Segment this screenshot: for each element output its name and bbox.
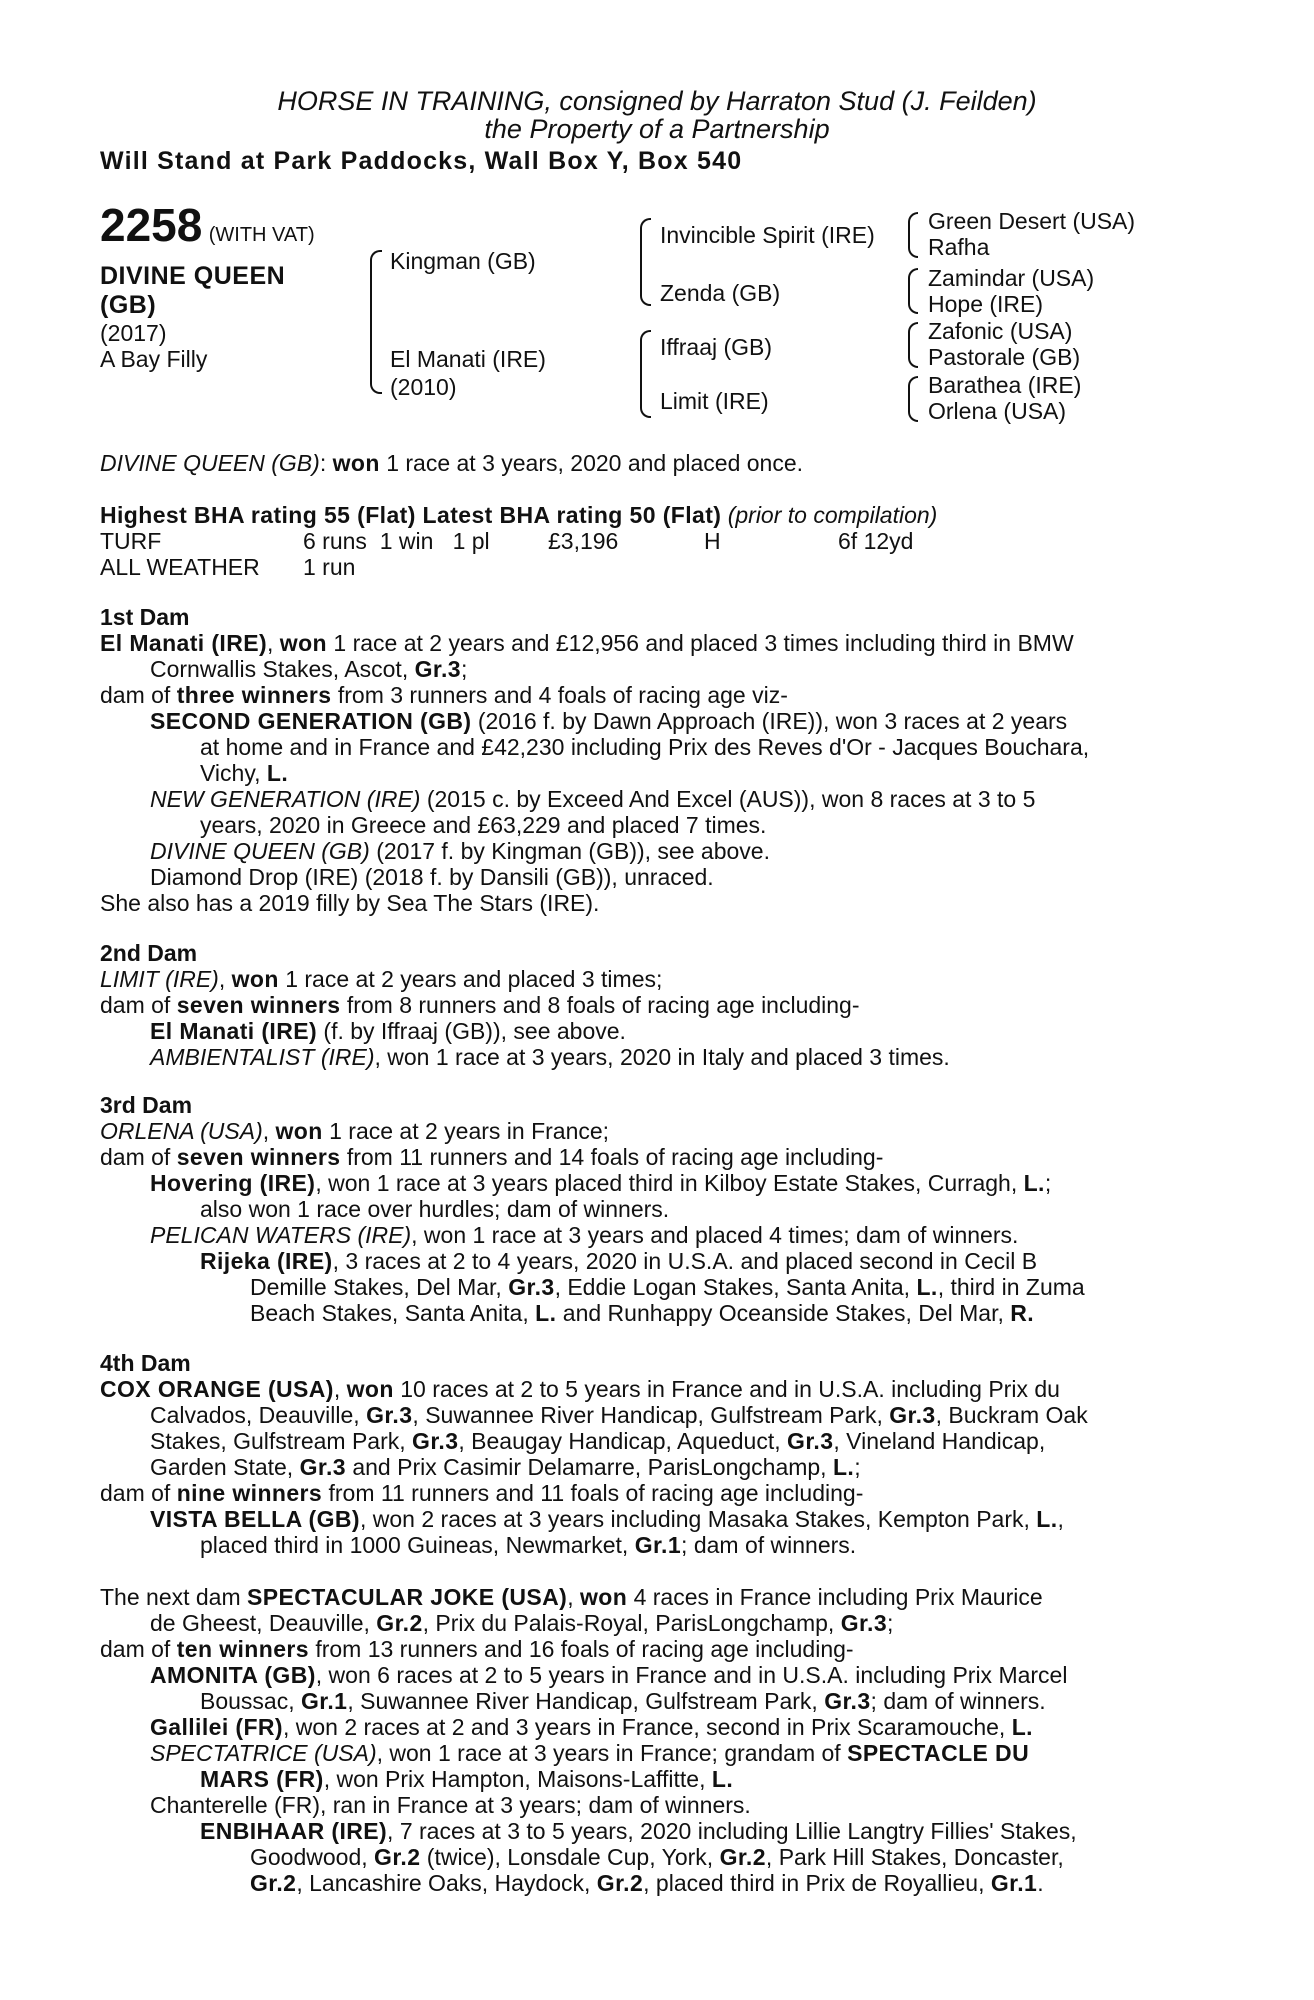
text-dam1-foals: from 3 runners and 4 foals of racing age viz-	[337, 682, 788, 708]
text-dam3-foals: from 11 runners and 14 foals of racing age including-	[346, 1144, 884, 1170]
text-dam4-t2a: Calvados, Deauville,	[150, 1402, 360, 1428]
text-summary-text: 1 race at 3 years, 2020 and placed once.	[386, 450, 804, 476]
text-dam4-t2c: , Buckram Oak	[935, 1402, 1088, 1428]
text-dam2-p2-a: , won 1 race at 3 years, 2020 in Italy and placed 3 times.	[374, 1044, 950, 1070]
text-dam1-p2-name: NEW GENERATION (IRE)	[150, 786, 421, 812]
text-line: The next dam SPECTACULAR JOKE (USA), won 4 races in France including Prix Maurice	[100, 1584, 1043, 1610]
text-dam1-text1a: 1 race at 2 years and £12,956 and placed 3 times including third in BMW	[333, 630, 1074, 656]
pedigree-ssd: Rafha	[928, 234, 990, 260]
text-next-p5-a: , 7 races at 3 to 5 years, 2020 including Lillie Langtry Fillies' Stakes,	[387, 1818, 1077, 1844]
text-next-gr1: Gr.1	[990, 1870, 1038, 1896]
text-next-p2-name: Gallilei (FR)	[150, 1714, 283, 1740]
text-line	[250, 1844, 1064, 1870]
text-dam4-foals: from 11 runners and 11 foals of racing age including-	[328, 1480, 864, 1506]
text-dam3-p2-name: PELICAN WATERS (IRE)	[150, 1222, 412, 1248]
text-line	[100, 992, 860, 1018]
text-dam3-p3-a: , 3 races at 2 to 4 years, 2020 in U.S.A. and placed second in Cecil B	[332, 1248, 1038, 1274]
text-dam3-p2-a: , won 1 race at 3 years and placed 4 times; dam of winners.	[411, 1222, 1019, 1248]
text-dam3-won: won	[275, 1118, 323, 1144]
text-line	[100, 1144, 883, 1170]
text-next-p3-b: SPECTACLE DU	[847, 1740, 1030, 1766]
text-line: ORLENA (USA), won 1 race at 2 years in France;	[100, 1118, 610, 1144]
text-line	[100, 1636, 854, 1662]
text-lot-name2: (GB)	[100, 291, 157, 319]
stabling-location: Will Stand at Park Paddocks, Wall Box Y, Box 540	[100, 147, 743, 175]
text-line	[150, 1222, 1018, 1248]
text-dam2-p1-a: (f. by Iffraaj (GB)), see above.	[323, 1018, 626, 1044]
horse-name	[100, 262, 285, 320]
pedigree-dam: El Manati (IRE)	[390, 346, 546, 372]
text-next-p1-b2: , Suwannee River Handicap, Gulfstream Park,	[347, 1688, 818, 1714]
text-dam2-dam-of: dam of	[100, 992, 171, 1018]
text-line	[150, 1018, 626, 1044]
pedigree-sds: Zamindar (USA)	[928, 265, 1095, 291]
section-title: 1st Dam	[100, 604, 190, 630]
text-next-p1-name: AMONITA (GB)	[150, 1662, 316, 1688]
text-line	[150, 1662, 1067, 1688]
pedigree-dam-sire: Iffraaj (GB)	[660, 334, 773, 360]
gen3-bracket-4	[908, 376, 918, 422]
text-line	[200, 1766, 733, 1792]
text-next-p5-b3: , Park Hill Stakes, Doncaster,	[765, 1844, 1064, 1870]
lot-number: 2258	[100, 199, 203, 251]
text-dam2-foals: from 8 runners and 8 foals of racing age including-	[346, 992, 860, 1018]
text-next-p3-a: , won 1 race at 3 years in France; grandam of	[376, 1740, 841, 1766]
text-dam1-dam-of: dam of	[100, 682, 171, 708]
text-dam4-t3a: Stakes, Gulfstream Park,	[150, 1428, 406, 1454]
text-line	[150, 1714, 1033, 1740]
text-line	[250, 1274, 1085, 1300]
text-dam3-R: R.	[1010, 1300, 1035, 1326]
gen3-bracket-2	[908, 268, 918, 314]
text-next-t2a: de Gheest, Deauville,	[150, 1610, 370, 1636]
text-dam4-p1-b1: placed third in 1000 Guineas, Newmarket,	[200, 1532, 629, 1558]
text-dam1-name: El Manati (IRE)	[100, 630, 268, 656]
text-line	[100, 682, 788, 708]
vat-note: (WITH VAT)	[208, 224, 315, 246]
text-dam4-p1-b2: ; dam of winners.	[681, 1532, 857, 1558]
text-next-gr2: Gr.2	[376, 1610, 423, 1636]
pedigree-ddd: Orlena (USA)	[928, 398, 1067, 424]
section-title: 2nd Dam	[100, 940, 198, 966]
text-dam4-winners: nine winners	[176, 1480, 323, 1506]
text-dam4-t3c: , Vineland Handicap,	[833, 1428, 1046, 1454]
catalogue-heading: HORSE IN TRAINING, consigned by Harraton Stud (J. Feilden)	[277, 86, 1037, 116]
text-dam2-winners: seven winners	[176, 992, 341, 1018]
text-lot-name1: DIVINE QUEEN	[100, 262, 286, 290]
text-dam4-won: won	[346, 1376, 394, 1402]
text-dam3-p3-b1: Demille Stakes, Del Mar,	[250, 1274, 502, 1300]
text-next-p1-b1: Boussac,	[200, 1688, 295, 1714]
catalogue-subheading: the Property of a Partnership	[484, 114, 830, 144]
text-dam4-L: L.	[1036, 1506, 1058, 1532]
text-next-won: won	[579, 1584, 628, 1610]
text-dam1-text1b: Cornwallis Stakes, Ascot,	[150, 656, 409, 682]
text-dam3-L: L.	[916, 1274, 938, 1300]
pedigree-dam-year: (2010)	[390, 374, 457, 400]
progeny-line: at home and in France and £42,230 including Prix des Reves d'Or - Jacques Bouchara,	[200, 734, 1090, 760]
text-dam3-text: 1 race at 2 years in France;	[329, 1118, 610, 1144]
text-next-winners: ten winners	[176, 1636, 309, 1662]
turf-going: H	[704, 528, 721, 554]
text-line	[200, 1688, 1046, 1714]
text-line: de Gheest, Deauville, Gr.2, Prix du Palais-Royal, ParisLongchamp, Gr.3;	[150, 1610, 894, 1636]
text-dam1-gr3: Gr.3	[414, 656, 461, 682]
text-dam1-p3-a: (2017 f. by Kingman (GB)), see above.	[376, 838, 770, 864]
foaling-year: (2017)	[100, 320, 167, 346]
turf-record: 6 runs 1 win 1 pl	[303, 528, 490, 554]
text-next-foals: from 13 runners and 16 foals of racing age including-	[315, 1636, 854, 1662]
text-dam1-p1-a: (2016 f. by Dawn Approach (IRE)), won 3 races at 2 years	[477, 708, 1068, 734]
pedigree-dam-dam: Limit (IRE)	[660, 388, 769, 414]
pedigree-dsd: Pastorale (GB)	[928, 344, 1081, 370]
text-line	[150, 708, 1067, 734]
text-line	[200, 1532, 856, 1558]
text-next-L: L.	[1011, 1714, 1033, 1740]
text-dam4-t3b: , Beaugay Handicap, Aqueduct,	[458, 1428, 781, 1454]
text-dam3-p1-b: also won 1 race over hurdles; dam of winners.	[200, 1196, 670, 1222]
text-line	[200, 1248, 1037, 1274]
pedigree-sdd: Hope (IRE)	[928, 291, 1044, 317]
text-next-gr2: Gr.2	[719, 1844, 766, 1870]
text-next-p5-b1: Goodwood,	[250, 1844, 368, 1870]
text-dam1-p3-name: DIVINE QUEEN (GB)	[150, 838, 370, 864]
text-next-p5-b2: (twice), Lonsdale Cup, York,	[426, 1844, 714, 1870]
text-next-p5-c2: , placed third in Prix de Royallieu,	[643, 1870, 985, 1896]
text-dam4-dam-of: dam of	[100, 1480, 171, 1506]
text-next-gr2: Gr.2	[374, 1844, 421, 1870]
text-next-L: L.	[711, 1766, 734, 1792]
text-dam1-won: won	[279, 630, 327, 656]
pedigree-sss: Green Desert (USA)	[928, 208, 1136, 234]
text-line: Garden State, Gr.3 and Prix Casimir Delamarre, ParisLongchamp, L.;	[150, 1454, 861, 1480]
pedigree-sire: Kingman (GB)	[390, 248, 536, 274]
sire-line-bracket	[640, 218, 651, 306]
text-line	[250, 1300, 1034, 1326]
text-next-gr3: Gr.3	[840, 1610, 888, 1636]
text-dam3-name: ORLENA (USA)	[100, 1118, 263, 1144]
turf-label: TURF	[100, 528, 162, 554]
text-dam1-p1-c: Vichy,	[200, 760, 261, 786]
text-dam3-winners: seven winners	[176, 1144, 341, 1170]
text-next-dam-of: dam of	[100, 1636, 171, 1662]
text-dam2-won: won	[231, 966, 279, 992]
horse-description: A Bay Filly	[100, 346, 208, 372]
text-next-gr2: Gr.2	[250, 1870, 297, 1896]
text-dam4-gr3: Gr.3	[889, 1402, 936, 1428]
turf-prize: £3,196	[548, 528, 619, 554]
text-dam3-p1-a: , won 1 race at 3 years placed third in Kilboy Estate Stakes, Curragh,	[315, 1170, 1018, 1196]
text-line: LIMIT (IRE), won 1 race at 2 years and placed 3 times;	[100, 966, 663, 992]
pedigree-dds: Barathea (IRE)	[928, 372, 1082, 398]
text-line	[150, 786, 1035, 812]
text-dam1-p2-a: (2015 c. by Exceed And Excel (AUS)), won 8 races at 3 to 5	[426, 786, 1036, 812]
pedigree-sire-sire: Invincible Spirit (IRE)	[660, 222, 875, 248]
text-line	[100, 1480, 863, 1506]
text-line	[200, 760, 288, 786]
all-weather-record: 1 run	[303, 554, 356, 580]
text-next-p1-b3: ; dam of winners.	[870, 1688, 1046, 1714]
text-dam4-L: L.	[832, 1454, 855, 1480]
text-next-p3-c-name: MARS (FR)	[200, 1766, 324, 1792]
text-ratings-text: Highest BHA rating 55 (Flat) Latest BHA rating 50 (Flat)	[100, 502, 722, 528]
text-next-p2-a: , won 2 races at 2 and 3 years in France, second in Prix Scaramouche,	[283, 1714, 1006, 1740]
text-dam3-p3-b2: , Eddie Logan Stakes, Santa Anita,	[554, 1274, 911, 1300]
text-next-t1: 4 races in France including Prix Maurice	[633, 1584, 1043, 1610]
dam-line-bracket	[640, 330, 651, 418]
text-line	[150, 838, 770, 864]
text-dam4-p1-a: , won 2 races at 3 years including Masaka Stakes, Kempton Park,	[359, 1506, 1030, 1532]
text-next-gr1: Gr.1	[301, 1688, 348, 1714]
text-line	[150, 1044, 950, 1070]
text-dam1-p2-b: years, 2020 in Greece and £63,229 and placed 7 times.	[200, 812, 767, 838]
text-dam2-p2-name: AMBIENTALIST (IRE)	[150, 1044, 375, 1070]
pedigree-dss: Zafonic (USA)	[928, 318, 1073, 344]
text-next-name: SPECTACULAR JOKE (USA)	[247, 1584, 568, 1610]
text-dam1-p4: Diamond Drop (IRE) (2018 f. by Dansili (GB)), unraced.	[150, 864, 714, 890]
text-summary-name: DIVINE QUEEN (GB)	[100, 450, 320, 476]
text-next-p1-a: , won 6 races at 2 to 5 years in France and in U.S.A. including Prix Marcel	[315, 1662, 1068, 1688]
text-line: Gr.2, Lancashire Oaks, Haydock, Gr.2, placed third in Prix de Royallieu, Gr.1.	[250, 1870, 1044, 1896]
text-next-t2b: , Prix du Palais-Royal, ParisLongchamp,	[422, 1610, 835, 1636]
section-title: 3rd Dam	[100, 1092, 193, 1118]
text-next-p4: Chanterelle (FR), ran in France at 3 years; dam of winners.	[150, 1792, 751, 1818]
text-line: COX ORANGE (USA), won 10 races at 2 to 5 years in France and in U.S.A. including Prix du	[100, 1376, 1060, 1402]
text-dam3-p3-b3: , third in Zuma	[937, 1274, 1085, 1300]
text-dam4-gr3: Gr.3	[787, 1428, 834, 1454]
text-line: Hovering (IRE), won 1 race at 3 years placed third in Kilboy Estate Stakes, Curragh, L.;	[150, 1170, 1052, 1196]
text-dam4-t2b: , Suwannee River Handicap, Gulfstream Park,	[412, 1402, 883, 1428]
text-dam1-p1-name: SECOND GENERATION (GB)	[150, 708, 472, 734]
text-line: El Manati (IRE), won 1 race at 2 years and £12,956 and placed 3 times including third in BMW	[100, 630, 1074, 656]
pedigree-sire-dam: Zenda (GB)	[660, 280, 781, 306]
text-dam4-gr3: Gr.3	[366, 1402, 413, 1428]
text-dam3-gr3: Gr.3	[508, 1274, 555, 1300]
text-dam4-gr1: Gr.1	[634, 1532, 682, 1558]
text-next-p3-name: SPECTATRICE (USA)	[150, 1740, 377, 1766]
text-dam3-p3-c1: Beach Stakes, Santa Anita,	[250, 1300, 529, 1326]
section-title: 4th Dam	[100, 1350, 191, 1376]
text-dam4-name: COX ORANGE (USA)	[100, 1376, 334, 1402]
lot-heading	[100, 199, 315, 251]
text-dam3-L: L.	[1023, 1170, 1045, 1196]
text-line: VISTA BELLA (GB), won 2 races at 3 years including Masaka Stakes, Kempton Park, L.,	[150, 1506, 1064, 1532]
text-dam3-p3-c2: and Runhappy Oceanside Stakes, Del Mar,	[562, 1300, 1004, 1326]
text-dam1-L: L.	[266, 760, 289, 786]
text-line	[150, 1740, 1029, 1766]
text-next-gr3: Gr.3	[824, 1688, 871, 1714]
text-next-p3-c: , won Prix Hampton, Maisons-Laffitte,	[323, 1766, 706, 1792]
text-dam3-p1-name: Hovering (IRE)	[150, 1170, 316, 1196]
text-line	[200, 1818, 1077, 1844]
text-dam2-p1-name: El Manati (IRE)	[150, 1018, 318, 1044]
turf-distance: 6f 12yd	[838, 528, 914, 554]
text-line	[150, 1428, 1045, 1454]
text-dam3-p3-name: Rijeka (IRE)	[200, 1248, 333, 1274]
text-dam1-winners: three winners	[176, 682, 332, 708]
text-dam4-gr3: Gr.3	[299, 1454, 346, 1480]
text-dam2-text: 1 race at 2 years and placed 3 times;	[285, 966, 663, 992]
gen3-bracket-1	[908, 212, 918, 258]
text-next-intro: The next dam	[100, 1584, 241, 1610]
sire-bracket	[370, 250, 382, 394]
text-dam2-name: LIMIT (IRE)	[100, 966, 219, 992]
text-dam3-L: L.	[535, 1300, 557, 1326]
text-next-p5-name: ENBIHAAR (IRE)	[200, 1818, 388, 1844]
bha-ratings	[100, 502, 937, 528]
text-dam4-gr3: Gr.3	[412, 1428, 459, 1454]
text-next-p5-c1: , Lancashire Oaks, Haydock,	[296, 1870, 591, 1896]
text-dam1-also: She also has a 2019 filly by Sea The Stars (IRE).	[100, 890, 600, 916]
text-line: Cornwallis Stakes, Ascot, Gr.3;	[150, 656, 468, 682]
text-dam4-t4b: and Prix Casimir Delamarre, ParisLongchamp,	[352, 1454, 827, 1480]
text-dam4-t1: 10 races at 2 to 5 years in France and in U.S.A. including Prix du	[400, 1376, 1060, 1402]
race-summary: DIVINE QUEEN (GB): won 1 race at 3 years, 2020 and placed once.	[100, 450, 804, 476]
text-ratings-note: (prior to compilation)	[727, 502, 938, 528]
text-summary-won: won	[332, 450, 380, 476]
text-dam4-t4a: Garden State,	[150, 1454, 294, 1480]
text-line	[150, 1402, 1088, 1428]
gen3-bracket-3	[908, 322, 918, 368]
text-dam4-p1-name: VISTA BELLA (GB)	[150, 1506, 360, 1532]
text-dam3-dam-of: dam of	[100, 1144, 171, 1170]
text-next-gr2: Gr.2	[596, 1870, 644, 1896]
all-weather-label: ALL WEATHER	[100, 554, 260, 580]
